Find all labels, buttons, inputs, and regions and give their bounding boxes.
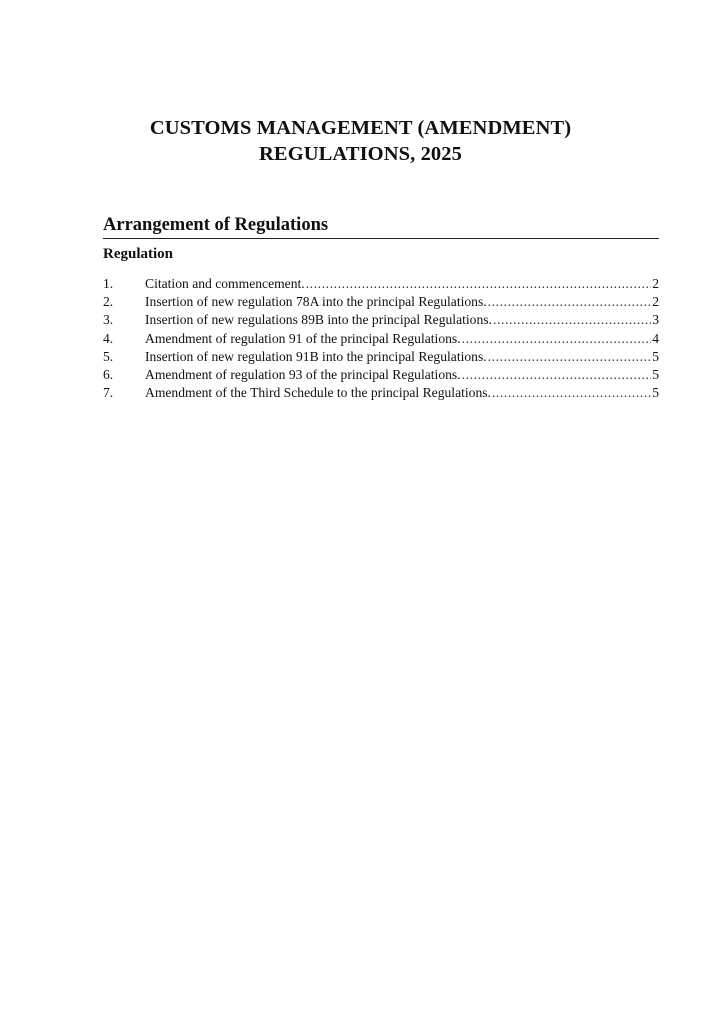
toc-entry-page: 2 <box>652 294 659 310</box>
toc-entry-page: 5 <box>652 348 659 364</box>
toc-entry-2[interactable] <box>103 293 659 311</box>
toc-entry-title: Insertion of new regulation 91B into the principal Regulations. <box>145 348 487 364</box>
toc-dot-leader <box>488 348 652 366</box>
toc-entry-number: 2. <box>103 294 114 310</box>
document-title <box>0 115 721 167</box>
toc-entry-title: Insertion of new regulations 89B into the principal Regulations. <box>145 312 492 328</box>
toc-entry-title: Insertion of new regulation 78A into the principal Regulations. <box>145 294 487 310</box>
toc-entry-page: 4 <box>652 330 659 346</box>
toc-entry-number: 7. <box>103 385 114 401</box>
toc-entry-number: 1. <box>103 276 114 291</box>
toc-entry-number: 3. <box>103 312 114 328</box>
toc-entry-4[interactable] <box>103 330 659 348</box>
toc-entry-title: Amendment of regulation 91 of the principal Regulations. <box>145 330 461 346</box>
regulation-column-label: Regulation <box>103 246 174 262</box>
toc-entry-page: 2 <box>652 276 659 291</box>
toc-dot-leader <box>493 311 651 329</box>
toc-entry-number: 4. <box>103 330 114 346</box>
toc-entry-title: Amendment of regulation 93 of the principal Regulations. <box>145 366 461 382</box>
arrangement-heading: Arrangement of Regulations <box>103 213 659 239</box>
toc-entry-3[interactable] <box>103 311 659 329</box>
toc-entry-5[interactable] <box>103 348 659 366</box>
toc-dot-leader <box>488 293 652 311</box>
document-title-line-1: CUSTOMS MANAGEMENT (AMENDMENT) <box>149 117 572 139</box>
toc-entry-1[interactable] <box>103 275 659 293</box>
table-of-contents <box>103 275 659 402</box>
document-title-line-2: REGULATIONS, 2025 <box>259 143 462 165</box>
toc-entry-number: 6. <box>103 366 114 382</box>
toc-entry-page: 5 <box>652 366 659 382</box>
toc-entry-page: 3 <box>652 312 659 328</box>
toc-entry-6[interactable] <box>103 366 659 384</box>
toc-entry-title: Citation and commencement. <box>145 276 305 291</box>
toc-entry-number: 5. <box>103 348 114 364</box>
toc-entry-title: Amendment of the Third Schedule to the principal Regulations. <box>145 385 491 401</box>
toc-entry-7[interactable] <box>103 384 659 402</box>
toc-entry-page: 5 <box>652 385 659 401</box>
toc-dot-leader <box>462 366 652 384</box>
toc-dot-leader <box>462 330 652 348</box>
toc-dot-leader <box>492 384 651 402</box>
toc-dot-leader <box>306 275 652 293</box>
